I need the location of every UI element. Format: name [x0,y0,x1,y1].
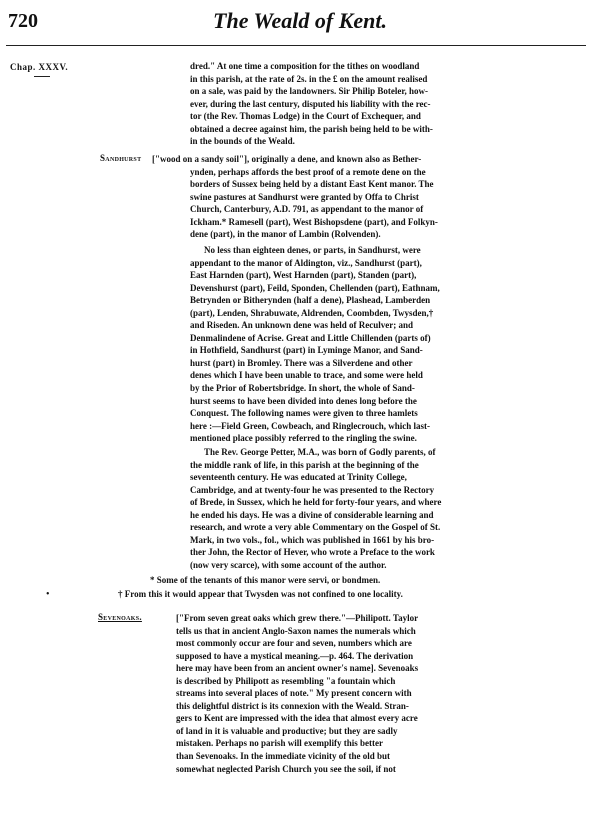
text-line: East Harnden (part), West Harnden (part), Standen (part), [190,270,417,281]
text-line: ynden, perhaps affords the best proof of a remote dene on the [190,166,426,177]
paragraph-2 [152,153,575,241]
paragraph-5 [176,612,575,775]
text-line: this delightful district is its connexion with the Weald. Stran- [176,700,409,711]
text-line: ther John, the Rector of Hever, who wrote a Preface to the work [190,547,435,558]
text-line: mentioned place possibly referred to the ringling the swine. [190,433,417,444]
running-head-title: The Weald of Kent. [213,8,387,33]
text-line: Denmalindene of Acrise. Great and Little Chillenden (parts of) [190,332,431,343]
text-line: ["wood on a sandy soil"], originally a dene, and known also as Bether- [152,154,422,164]
footnote-1: * Some of the tenants of this manor were servi, or bondmen. [150,575,381,585]
sidenote-sandhurst: Sandhurst [100,153,142,163]
text-line: than Sevenoaks. In the immediate vicinity of the old but [176,751,391,762]
text-line: Mark, in two vols., fol., which was published in 1661 by his bro- [190,534,435,545]
text-line: supposed to have a mystical meaning.—p. 464. The derivation [176,650,414,661]
text-line: Church, Canterbury, A.D. 791, as appendant to the manor of [190,204,424,215]
text-line: Cambridge, and at twenty-four he was presented to the Rectory [190,484,435,495]
text-line: swine pastures at Sandhurst were granted by Offa to Christ [190,191,419,202]
header-rule [6,45,586,46]
text-line: borders of Sussex being held by a distant East Kent manor. The [190,179,434,190]
text-line: of Brede, in Sussex, which he held for forty-four years, and where [190,497,442,508]
sidenote-sevenoaks: Sevenoaks. [98,612,142,622]
text-line: and Riseden. An unknown dene was held of Reculver; and [190,320,414,331]
text-line: most commonly occur are four and seven, numbers which are [176,638,412,649]
text-line: No less than eighteen denes, or parts, in Sandhurst, were [204,245,421,255]
text-line: in the bounds of the Weald. [190,136,295,147]
text-line: in Hothfield, Sandhurst (part) in Lyminge Manor, and Sand- [190,345,423,356]
text-line: tor (the Rev. Thomas Lodge) in the Court of Exchequer, and [190,111,421,122]
text-line: (part), Lenden, Shrabuwate, Aldrenden, Coombden, Twysden,† [190,307,434,318]
text-line: on a sale, was paid by the landowners. Sir Philip Boteler, how- [190,86,429,97]
text-line: The Rev. George Petter, M.A., was born of Godly parents, of [204,447,436,457]
text-line: hurst seems to have been divided into denes long before the [190,395,417,406]
text-line: here :—Field Green, Cowbeach, and Ringlecrouch, which last- [190,420,430,431]
page-number: 720 [8,10,38,32]
text-line: (now very scarce), with some account of the author. [190,559,387,570]
text-line: ever, during the last century, disputed his liability with the rec- [190,98,431,109]
text-line: in this parish, at the rate of 2s. in the £ on the amount realised [190,73,428,84]
paragraph-1 [190,60,575,148]
text-line: Devenshurst (part), Feild, Sponden, Chellenden (part), Eathnam, [190,282,440,293]
text-line: hurst (part) in Bromley. There was a Silverdene and other [190,357,413,368]
text-line: seventeenth century. He was educated at Trinity College, [190,472,407,483]
text-line: streams into several places of note." My present concern with [176,688,412,699]
text-line: here may have been from an ancient owner's name]. Sevenoaks [176,663,419,674]
text-line: the middle rank of life, in this parish at the beginning of the [190,459,419,470]
text-line: research, and wrote a very able Commentary on the Gospel of St. [190,522,441,533]
text-line: denes which I have been unable to trace, and some were held [190,370,423,381]
text-line: mistaken. Perhaps no parish will exemplify this better [176,738,383,749]
text-line: appendant to the manor of Aldington, viz., Sandhurst (part), [190,257,422,268]
text-line: dred." At one time a composition for the tithes on woodland [190,61,420,71]
text-line: Conquest. The following names were given to three hamlets [190,408,418,419]
text-line: by the Prior of Robertsbridge. In short, the whole of Sand- [190,383,415,394]
text-line: tells us that in ancient Anglo-Saxon names the numerals which [176,625,416,636]
chapter-rule [34,76,50,77]
paragraph-3 [190,244,575,445]
footnote-2: † From this it would appear that Twysden was not confined to one locality. [118,589,403,599]
chapter-label: Chap. XXXV. [10,62,69,72]
text-line: he ended his days. He was a divine of considerable learning and [190,509,434,520]
text-line: Ickham.* Ramesell (part), West Bishopsdene (part), and Folkyn- [190,216,438,227]
text-line: somewhat neglected Parish Church you see the soil, if not [176,763,396,774]
text-line: gers to Kent are impressed with the idea that almost every acre [176,713,418,724]
text-line: obtained a decree against him, the parish being held to be with- [190,123,433,134]
text-line: is described by Philipott as resembling "a fountain which [176,675,396,686]
margin-dot: • [46,589,50,600]
text-line: Betrynden or Bitherynden (half a dene), Plashead, Lamberden [190,295,431,306]
text-line: ["From seven great oaks which grew there."—Philipott. Taylor [176,613,419,623]
text-line: dene (part), in the manor of Lambin (Rolvenden). [190,229,381,240]
paragraph-4 [190,446,575,571]
text-line: of land in it is valuable and productive; but they are sadly [176,725,398,736]
